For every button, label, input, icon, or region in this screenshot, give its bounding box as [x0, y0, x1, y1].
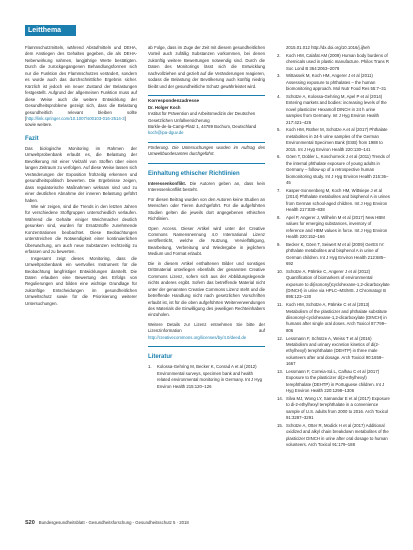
reference-number: 2.	[277, 52, 281, 58]
divider	[148, 346, 265, 347]
reference-number: 12.	[277, 335, 283, 341]
section-heading-ethics: Einhaltung ethischer Richtlinien	[148, 170, 240, 177]
body-paragraph: Das biologische Monitoring im Rahmen der Umweltprobenbank erlaubt es, die Belastung der Bevölkerung mit einer Vielzahl von Stoffen über einen langen Zeitraum zu verfolgen. Auf diese Weise lassen sich Veränderungen der Exposition frühzeitig erkennen und gesundheitspolitisch bewerten. Die Ergebnisse zeigen, dass regulatorische Maßnahmen wirksam sind und zu einer deutlichen Abnahme der inneren Belastung geführt haben.	[25, 145, 137, 203]
reference-number: 1.	[148, 364, 152, 370]
ethics-paragraph: Die in diesem Artikel enthaltenen Bilder und sonstiges Drittmaterial unterliegen ebenfalls der genannten Creative Commons Lizenz, sofern sich aus der Abbildungslegende nichts anderes ergibt. Sofern das betreffende Material nicht unter der genannten Creative Commons Lizenz steht und die betreffende Handlung nicht nach gesetzlichen Vorschriften erlaubt ist, ist für die oben aufgeführten Weiterverwendungen des Materials die Einwilligung des jeweiligen Rechteinhabers einzuholen.	[148, 260, 265, 318]
reference-number: 10.	[277, 268, 283, 274]
correspondence-heading: Korrespondenzadresse	[148, 98, 200, 104]
divider	[148, 163, 265, 164]
reference-number: 3.	[277, 73, 281, 79]
coi-statement	[148, 181, 265, 194]
reference-number: 15.	[277, 423, 283, 428]
reference-item	[277, 73, 390, 92]
reference-text: Kasper-Sonnenberg M, Koch HM, Wittsiepe J et al (2014) Phthalate metabolites and bisphenol A in urines from German school-aged children. Int J Hyg Environ Health 217:830–838	[286, 187, 390, 212]
reference-text: Silva MJ, Wong LY, Samandar E et al (2017) Exposure to di-2-ethylhexyl terephthalate in a convenience sample of U.S. adults from 2000 to 2016. Arch Toxicol 91:3287–3291	[286, 396, 390, 421]
paragraph-text: Flammschutzmitteln, während Abstufmitteln und DEHA, dem Anstiegen des Gehaltes gegeben, die als DEHA-Nebenwirkung nahmen, langjährige Werte bestätigten. Durch die zurückgegangenen Behandlungsformen sich nur die Funktion des Flammschutzes verändert, sondern es wurde auch das durchschnittliche Ergebnis sicher. Kürzlich ist jedoch ein neuer Zustand der Belastungen festgestellt. Aufgrund der allgemeinen Funktion muss auf diese Weise auch die weitere Entwicklung der Gesundheitsprobleme gezeigt sich, dass die Belastung gesundheitlich relevant bleiben sollte [	[25, 45, 137, 121]
section-heading-fazit: Fazit	[25, 135, 39, 142]
page-number: S20	[25, 520, 35, 526]
reference-item	[277, 242, 390, 268]
reference-item	[277, 94, 390, 126]
divider	[148, 142, 265, 143]
reference-text: Koch HM, Rüther M, Schütze A et al (2017) Phthalate metabolites in 24-h urine samples of the German Environmental Specimen Bank (ESB) from 1988 to 2015. Int J Hyg Environ Health 220:130–141	[286, 127, 388, 152]
reference-item	[277, 302, 390, 334]
journal-name: Bundesgesundheitsblatt - Gesundheitsforschung - Gesundheitsschutz 5 · 2018	[38, 520, 189, 525]
ethics-paragraph: Open Access. Dieser Artikel wird unter der Creative Commons Namensnennung 4.0 International Lizenz veröffentlicht, welche die Nutzung, Vervielfältigung, Bearbeitung, Verbreitung und Wiedergabe in jeglichem Medium und Format erlaubt.	[148, 225, 265, 257]
page-footer	[25, 519, 390, 527]
reference-number: 4.	[277, 93, 281, 99]
reference-item	[277, 396, 390, 422]
reference-text: Lessmann F, Schütze A, Weiss T et al (2016) Metabolism and urinary excretion kinetics of di(2-ethylhexyl) terephthalate (DEHTP) in three male volunteers after oral dosage. Arch Toxicol 90:1659–1667	[286, 335, 384, 367]
correspondence-institution: Institut für Prävention und Arbeitsmedizin der Deutschen Gesetzlichen Unfallversicherung	[148, 111, 256, 123]
reference-number	[277, 45, 286, 51]
reference-text: Koch HM, Schütze A, Pälmke C et al (2013) Metabolism of the plasticizer and phthalate substitute diisononyl-cyclohexane-1,2-dicarboxylate (DINCH) in humans after single oral doses. Arch Toxicol 87:799–806	[286, 302, 388, 333]
reference-item	[277, 53, 390, 72]
reference-number: 5.	[277, 127, 281, 133]
doi-link[interactable]: http://link.springer.com/10.1007/s00103-016-2514-3	[26, 115, 125, 121]
reference-item	[277, 154, 390, 186]
section-heading-literatur: Literatur	[148, 354, 173, 361]
reference-item	[148, 364, 265, 390]
reference-text: Göen T, Dobler L, Koschorreck J et al (2011) Trends of the internal phthalate exposure of young adults in Germany – follow-up of a retrospective human biomonitoring study. Int J Hyg Environ Health 215:36–45	[286, 154, 390, 185]
divider	[148, 95, 265, 96]
reference-text: Becker K, Göen T, Seiwert M et al (2009) GerES IV: phthalate metabolites and bisphenol A in urine of German children. Int J Hyg Environ Health 212:685–692	[286, 241, 386, 266]
reference-number: 6.	[277, 154, 281, 160]
reference-item	[277, 336, 390, 368]
reference-number: 7.	[277, 187, 281, 193]
reference-item	[277, 215, 390, 241]
coi-text: Die Autoren geben an, dass kein Interessenkonflikt besteht.	[148, 180, 265, 193]
reference-number: 14.	[277, 396, 283, 401]
reference-item	[277, 369, 390, 395]
reference-text: Apel P, Angerer J, Wilhelm M et al (2017) New HBM values for emerging substances, inventory of reference and HBM values in force. Int J Hyg Environ Health 220:152–166	[286, 214, 388, 239]
reference-item	[277, 188, 390, 214]
reference-item	[277, 423, 390, 449]
paragraph-text: ] sowie weitere.	[25, 115, 126, 128]
reference-item	[277, 45, 390, 51]
column-1	[25, 45, 137, 307]
body-paragraph	[25, 45, 137, 129]
reference-text: Kolossa-Gehring M, Becker K, Conrad A et al (2012) Environmental surveys, specimen bank and health related environmental monitoring in Germany. Int J Hyg Environ Health 215:120–126	[157, 364, 263, 389]
column-2	[148, 45, 265, 391]
ethics-paragraph	[148, 322, 265, 341]
ethics-paragraph: Für diesen Beitrag wurden von den Autoren keine Studien an Menschen oder Tieren durchgeführt. Für die aufgeführten Studien gelten die jeweils dort angegebenen ethischen Richtlinien.	[148, 196, 265, 222]
funding-note: Förderung. Die Untersuchungen wurden im Auftrag des Umweltbundesamtes durchgeführt.	[148, 144, 265, 157]
correspondence-address: Bürkle-de-la-Camp-Platz 1, 44789 Bochum, Deutschland	[148, 123, 257, 129]
body-paragraph: Insgesamt zeigt dieses Monitoring, dass die Umweltprobenbank ein wertvolles Instrument für die Beobachtung langfristiger Entwicklungen darstellt. Die Daten erlauben eine Bewertung des Erfolgs von Regulierungen und bilden eine wichtige Grundlage für zukünftige Entscheidungen im gesundheitlichen Umweltschutz sowie für die Priorisierung weiterer Untersuchungen.	[25, 255, 137, 306]
reference-text: Schütze A, Pälmke C, Angerer J et al (2012) Quantification of biomarkers of environmental exposure to di(isononyl)cyclohexane-1,2-dicarboxylate (DINCH) in urine via HPLC–MS/MS. J Chromatogr B 895:123–130	[286, 268, 390, 300]
correspondence-name: Dr. Holger Koch	[148, 104, 181, 110]
body-paragraph: ab Folge, dass im Zuge der Zeit mit diesem gesundheitlichen Vorteil auch zufällig Substanzen vorkommen, bei denen zukünftig weitere Bewertungen notwendig sind. Durch die Daten des Monitorings lässt sich die Entwicklung nachvollziehen und gezielt auf die Veränderungen reagieren, sodass die Belastung der Bevölkerung auch künftig niedrig bleibt und der gesundheitliche Schutz gewährleistet wird.	[148, 45, 265, 89]
column-3	[277, 45, 390, 450]
ethics-text: Weitere Details zur Lizenz entnehmen Sie bitte der Lizenzinformation auf	[148, 321, 265, 334]
reference-text: Koch HM, Calafat AM (2009) Human body burdens of chemicals used in plastic manufacture. Philos Trans R Soc Lond B 364:2063–2078	[286, 52, 389, 71]
reference-text: Schütze A, Otter R, Modick H et al (2017) Additional oxidized and alkyl chain breakdown metabolites of the plasticizer DINCH in urine after oral dosage to human volunteers. Arch Toxicol 91:179–188	[286, 423, 389, 448]
reference-number: 9.	[277, 241, 281, 247]
body-paragraph: Wie wir zeigen, sind die Trends in den letzten Jahren für verschiedene Stoffgruppen unterschiedlich verlaufen. Während die Gehalte einiger Weichmacher deutlich gesunken sind, wurden für Ersatzstoffe zunehmende Konzentrationen beobachtet. Diese Beobachtungen unterstreichen die Notwendigkeit einer kontinuierlichen Überwachung, um auch neue Substanzen rechtzeitig zu erfassen und zu bewerten.	[25, 203, 137, 255]
reference-number: 13.	[277, 369, 283, 374]
section-label: Leitthema	[25, 25, 76, 36]
correspondence-email[interactable]: koch@ipa-dguv.de	[148, 130, 184, 136]
coi-label: Interessenkonflikt.	[148, 180, 186, 186]
reference-number: 8.	[277, 214, 281, 220]
license-link[interactable]: http://creativecommons.org/licenses/by/4.0/deed.de	[148, 334, 247, 340]
reference-item	[277, 269, 390, 301]
reference-text: Schütze A, Kolossa-Gehring M, Apel P et al (2014) Entering markets and bodies: increasing levels of the novel plasticizer Hexamoll DINCH in 24 h urine samples from Germany. Int J Hyg Environ Health 217:421–426	[286, 93, 387, 125]
reference-text: 2015.01.012 http://dx.doi.org/10.1016/j.ijheh	[286, 45, 370, 50]
reference-text: Lessmann F, Correia-Sá L, Calhau C et al (2017) Exposure to the plasticizer di(2-ethylhexyl) terephthalate (DEHTP) in Portuguese children. Int J Hyg Environ Health 220:1298–1306	[286, 369, 385, 394]
reference-text: Wittassek M, Koch HM, Angerer J et al (2011) Assessing exposure to phthalates – the human biomonitoring approach. Mol Nutr Food Res 55:7–31	[286, 73, 387, 92]
reference-number: 11.	[277, 302, 283, 308]
reference-item	[277, 127, 390, 153]
